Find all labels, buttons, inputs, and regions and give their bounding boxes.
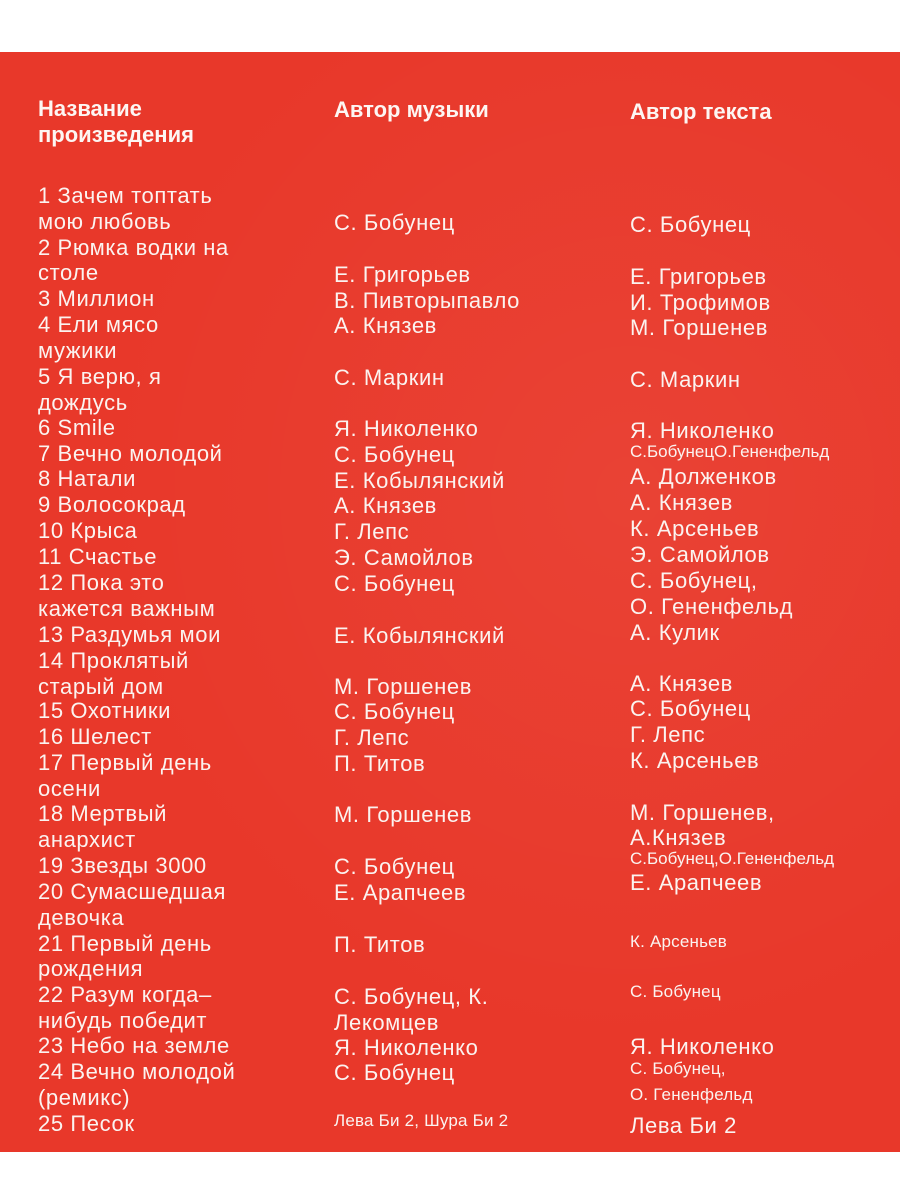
song-title-line: 25 Песок — [38, 1111, 135, 1136]
lyrics-author: Г. Лепс — [630, 722, 706, 747]
music-author: М. Горшенев — [334, 802, 473, 827]
music-author: С. Бобунец — [334, 571, 455, 596]
lyrics-author: С.БобунецО.Гененфельд — [630, 442, 830, 461]
lyrics-author: С. Бобунец, — [630, 1059, 726, 1078]
lyrics-author: Лева Би 2 — [630, 1113, 737, 1138]
song-title-line: 12 Пока это — [38, 570, 165, 595]
music-author: С. Маркин — [334, 365, 445, 390]
song-title-line: 1 Зачем топтать — [38, 183, 213, 208]
lyrics-author: С. Бобунец — [630, 212, 751, 237]
song-title-line: 19 Звезды 3000 — [38, 853, 207, 878]
song-title-line: 15 Охотники — [38, 698, 171, 723]
music-author: Е. Кобылянский — [334, 468, 505, 493]
song-title-line: осени — [38, 776, 101, 801]
song-title-line: 11 Счастье — [38, 544, 158, 569]
music-author: Э. Самойлов — [334, 545, 474, 570]
song-title-line: 2 Рюмка водки на — [38, 235, 229, 260]
lyrics-author: А. Кулик — [630, 620, 720, 645]
music-author: П. Титов — [334, 932, 426, 957]
song-title-line: 18 Мертвый — [38, 801, 168, 826]
lyrics-author: К. Арсеньев — [630, 748, 760, 773]
song-title-line: анархист — [38, 827, 136, 852]
song-title-line: 22 Разум когда– — [38, 982, 212, 1007]
lyrics-author: С. Маркин — [630, 367, 741, 392]
song-title-line: кажется важным — [38, 596, 216, 621]
music-author: С. Бобунец — [334, 854, 455, 879]
music-author: Я. Николенко — [334, 1035, 479, 1060]
song-title-line: 5 Я верю, я — [38, 364, 162, 389]
lyrics-author: Я. Николенко — [630, 418, 775, 443]
lyrics-author: Э. Самойлов — [630, 542, 770, 567]
lyrics-author: Е. Григорьев — [630, 264, 767, 289]
header-title-line-1: Название — [38, 96, 142, 121]
song-title-line: 17 Первый день — [38, 750, 212, 775]
lyrics-author: О. Гененфельд — [630, 594, 794, 619]
music-author: С. Бобунец — [334, 699, 455, 724]
music-author: С. Бобунец — [334, 210, 455, 235]
header-music-author: Автор музыки — [334, 97, 489, 122]
music-author: Г. Лепс — [334, 519, 410, 544]
song-title-line: 21 Первый день — [38, 931, 212, 956]
music-author: М. Горшенев — [334, 674, 473, 699]
music-author: С. Бобунец, К. — [334, 984, 489, 1009]
music-author: Е. Григорьев — [334, 262, 471, 287]
credits-sheet — [0, 52, 900, 1152]
music-author: С. Бобунец — [334, 442, 455, 467]
lyrics-author: С.Бобунец,О.Гененфельд — [630, 849, 835, 868]
song-title-line: мужики — [38, 338, 118, 363]
lyrics-author: К. Арсеньев — [630, 932, 728, 951]
lyrics-author: А. Князев — [630, 490, 733, 515]
song-title-line: 16 Шелест — [38, 724, 152, 749]
lyrics-author: О. Гененфельд — [630, 1085, 753, 1104]
song-title-line: нибудь победит — [38, 1008, 208, 1033]
music-author: Е. Кобылянский — [334, 623, 505, 648]
lyrics-author: М. Горшенев — [630, 315, 769, 340]
song-title-line: 7 Вечно молодой — [38, 441, 223, 466]
song-title-line: девочка — [38, 905, 125, 930]
lyrics-author: С. Бобунец — [630, 696, 751, 721]
lyrics-author: А. Князев — [630, 671, 733, 696]
lyrics-author: И. Трофимов — [630, 290, 771, 315]
song-title-line: 10 Крыса — [38, 518, 138, 543]
lyrics-author: С. Бобунец — [630, 982, 721, 1001]
song-title-line: столе — [38, 260, 99, 285]
song-title-line: (ремикс) — [38, 1085, 131, 1110]
lyrics-author: А.Князев — [630, 825, 727, 850]
lyrics-author: С. Бобунец, — [630, 568, 758, 593]
music-author: Г. Лепс — [334, 725, 410, 750]
song-title-line: 9 Волосокрад — [38, 492, 186, 517]
song-title-line: старый дом — [38, 674, 164, 699]
music-author: Я. Николенко — [334, 416, 479, 441]
lyrics-author: Е. Арапчеев — [630, 870, 763, 895]
song-title-line: мою любовь — [38, 209, 172, 234]
song-title-line: 14 Проклятый — [38, 648, 189, 673]
music-author: П. Титов — [334, 751, 426, 776]
music-author: С. Бобунец — [334, 1060, 455, 1085]
music-author: А. Князев — [334, 493, 437, 518]
lyrics-author: К. Арсеньев — [630, 516, 760, 541]
song-title-line: 4 Ели мясо — [38, 312, 159, 337]
song-title-line: 3 Миллион — [38, 286, 155, 311]
song-title-line: 6 Smile — [38, 415, 116, 440]
music-author: Лекомцев — [334, 1010, 439, 1035]
music-author: Лева Би 2, Шура Би 2 — [334, 1111, 509, 1130]
song-title-line: дождусь — [38, 390, 128, 415]
music-author: А. Князев — [334, 313, 437, 338]
header-title-line-2: произведения — [38, 122, 194, 147]
song-title-line: 20 Сумасшедшая — [38, 879, 227, 904]
lyrics-author: М. Горшенев, — [630, 800, 775, 825]
music-author: В. Пивторыпавло — [334, 288, 520, 313]
lyrics-author: Я. Николенко — [630, 1034, 775, 1059]
song-title-line: рождения — [38, 956, 144, 981]
song-title-line: 13 Раздумья мои — [38, 622, 221, 647]
lyrics-author: А. Долженков — [630, 464, 777, 489]
song-title-line: 8 Натали — [38, 466, 136, 491]
header-lyrics-author: Автор текста — [630, 99, 772, 124]
music-author: Е. Арапчеев — [334, 880, 467, 905]
song-title-line: 23 Небо на земле — [38, 1033, 230, 1058]
song-title-line: 24 Вечно молодой — [38, 1059, 236, 1084]
